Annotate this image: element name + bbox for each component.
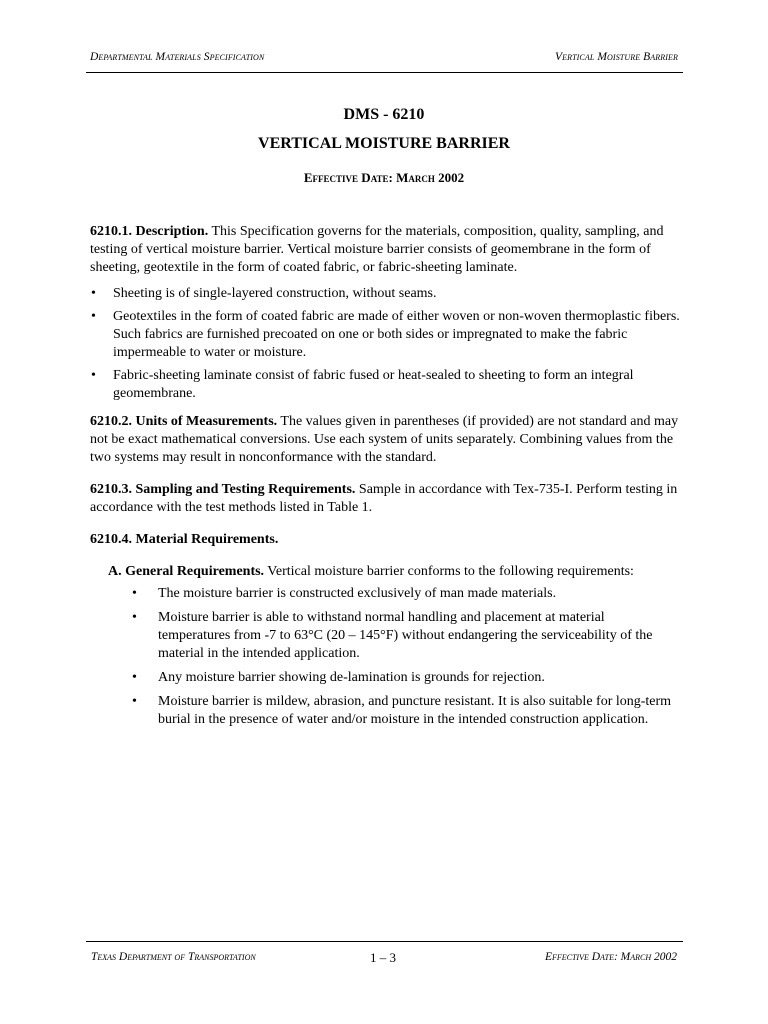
document-title: VERTICAL MOISTURE BARRIER — [258, 135, 510, 152]
section-heading: 6210.1. Description. — [90, 224, 209, 239]
running-header — [86, 51, 682, 69]
footer-left: Texas Department of Transportation — [91, 951, 256, 963]
list-item — [90, 308, 680, 362]
list-item — [130, 693, 680, 729]
effective-date: Effective Date: March 2002 — [303, 170, 465, 185]
section-6210-4 — [90, 531, 680, 549]
list-item — [130, 669, 680, 687]
bullet-icon: • — [91, 368, 96, 383]
header-right: Vertical Moisture Barrier — [555, 51, 678, 63]
subsection-a-text — [108, 563, 680, 581]
bullet-icon: • — [91, 309, 96, 324]
list-item — [130, 585, 680, 603]
section-heading: 6210.2. Units of Measurements. — [90, 414, 278, 429]
header-rule — [86, 72, 683, 73]
header-left: Departmental Materials Specification — [90, 51, 265, 63]
list-item-text: Any moisture barrier showing de-lamination is grounds for rejection. — [158, 670, 545, 685]
page-number: 1 – 3 — [370, 950, 396, 965]
section-6210-2 — [90, 413, 680, 467]
subsection-heading: A. General Requirements. — [108, 564, 265, 579]
description-bullets — [90, 285, 680, 403]
section-text: This Specification governs for the materials, composition, quality, sampling, and testing of vertical moisture barrier. Vertical moisture barrier consists of geomembrane in the form of sheeting, geotextile in the form of coated fabric, or fabric-sheeting laminate. — [90, 224, 664, 275]
list-item-text: Geotextiles in the form of coated fabric are made of either woven or non-woven thermoplastic fibers. Such fabrics are furnished precoated on one or both sides or impregnated to make the fabric impermeable to water or moisture. — [113, 309, 680, 360]
section-6210-3 — [90, 481, 680, 517]
list-item — [90, 285, 680, 303]
footer-rule — [86, 941, 683, 942]
subsection-text: Vertical moisture barrier conforms to the following requirements: — [264, 564, 634, 579]
section-6210-1 — [90, 223, 680, 277]
subsection-a — [108, 563, 680, 581]
document-number: DMS - 6210 — [343, 106, 425, 123]
list-item — [90, 367, 680, 403]
footer-right: Effective Date: March 2002 — [544, 951, 677, 963]
bullet-icon: • — [132, 670, 137, 685]
running-footer — [86, 950, 683, 968]
bullet-icon: • — [91, 286, 96, 301]
list-item-text: Moisture barrier is able to withstand normal handling and placement at material temperatures from -7 to 63°C (20 – 145°F) without endangering the serviceability of the material in the intended application. — [158, 610, 653, 661]
document-body — [90, 223, 680, 735]
list-item-text: Fabric-sheeting laminate consist of fabric fused or heat-sealed to sheeting to form an integral geomembrane. — [113, 368, 634, 401]
subsection-a-para — [108, 563, 680, 581]
section-text: Sample in accordance with Tex-735-I. Perform testing in accordance with the test methods listed in Table 1. — [90, 482, 678, 515]
bullet-icon: • — [132, 586, 137, 601]
list-item-text: Moisture barrier is mildew, abrasion, and puncture resistant. It is also suitable for long-term burial in the presence of water and/or moisture in the intended construction application. — [158, 694, 672, 727]
general-requirements-bullets — [130, 585, 680, 729]
section-text: The values given in parentheses (if provided) are not standard and may not be exact mathematical conversions. Use each system of units separately. Combining values from the two systems may result in nonconformance with the standard. — [90, 414, 679, 465]
bullet-icon: • — [132, 694, 137, 709]
bullet-icon: • — [132, 610, 137, 625]
section-heading: 6210.3. Sampling and Testing Requirements. — [90, 482, 356, 497]
list-item-text: Sheeting is of single-layered construction, without seams. — [113, 286, 437, 301]
list-item-text: The moisture barrier is constructed exclusively of man made materials. — [158, 586, 557, 601]
section-heading: 6210.4. Material Requirements. — [90, 532, 279, 547]
list-item — [130, 609, 680, 663]
